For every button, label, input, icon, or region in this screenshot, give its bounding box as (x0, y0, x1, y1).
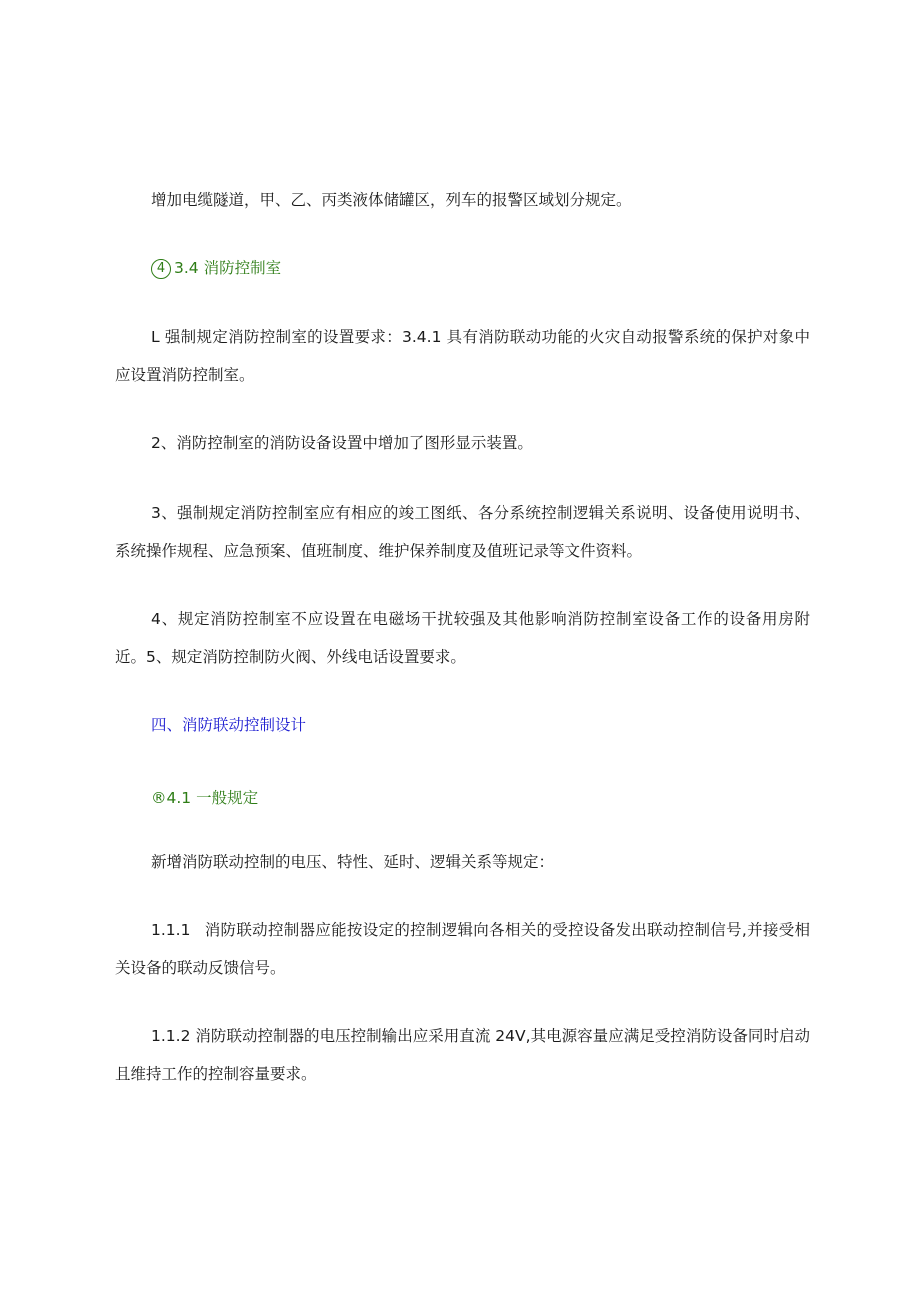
heading-4-1: ®4.1 一般规定 (151, 789, 259, 807)
circled-number-marker: 4 (151, 259, 171, 279)
heading-3-4-text: 3.4 消防控制室 (174, 259, 282, 277)
paragraph-1-1-1 (115, 911, 810, 987)
heading-3-4 (115, 249, 810, 287)
paragraph-new-rules: 新增消防联动控制的电压、特性、延时、逻辑关系等规定： (151, 853, 555, 871)
paragraph-alarm-zones: 增加电缆隧道，甲、乙、丙类液体储罐区，列车的报警区域划分规定。 (151, 191, 632, 209)
paragraph-3-4-1: L 强制规定消防控制室的设置要求：3.4.1 具有消防联动功能的火灾自动报警系统的保护对象中应设置消防控制室。 (115, 328, 810, 384)
paragraph-item-2: 2、消防控制室的消防设备设置中增加了图形显示装置。 (151, 434, 533, 452)
paragraph-item-4-5: 4、规定消防控制室不应设置在电磁场干扰较强及其他影响消防控制室设备工作的设备用房附近。5、规定消防控制防火阀、外线电话设置要求。 (115, 610, 810, 666)
paragraph-item-3: 3、强制规定消防控制室应有相应的竣工图纸、各分系统控制逻辑关系说明、设备使用说明书、系统操作规程、应急预案、值班制度、维护保养制度及值班记录等文件资料。 (115, 504, 810, 560)
paragraph-1-1-2: 1.1.2 消防联动控制器的电压控制输出应采用直流 24V,其电源容量应满足受控消防设备同时启动且维持工作的控制容量要求。 (115, 1027, 810, 1083)
clause-text: 消防联动控制器应能按设定的控制逻辑向各相关的受控设备发出联动控制信号,并接受相关设备的联动反馈信号。 (115, 921, 810, 977)
clause-number: 1.1.1 (151, 921, 191, 939)
heading-section-4: 四、消防联动控制设计 (151, 716, 307, 734)
